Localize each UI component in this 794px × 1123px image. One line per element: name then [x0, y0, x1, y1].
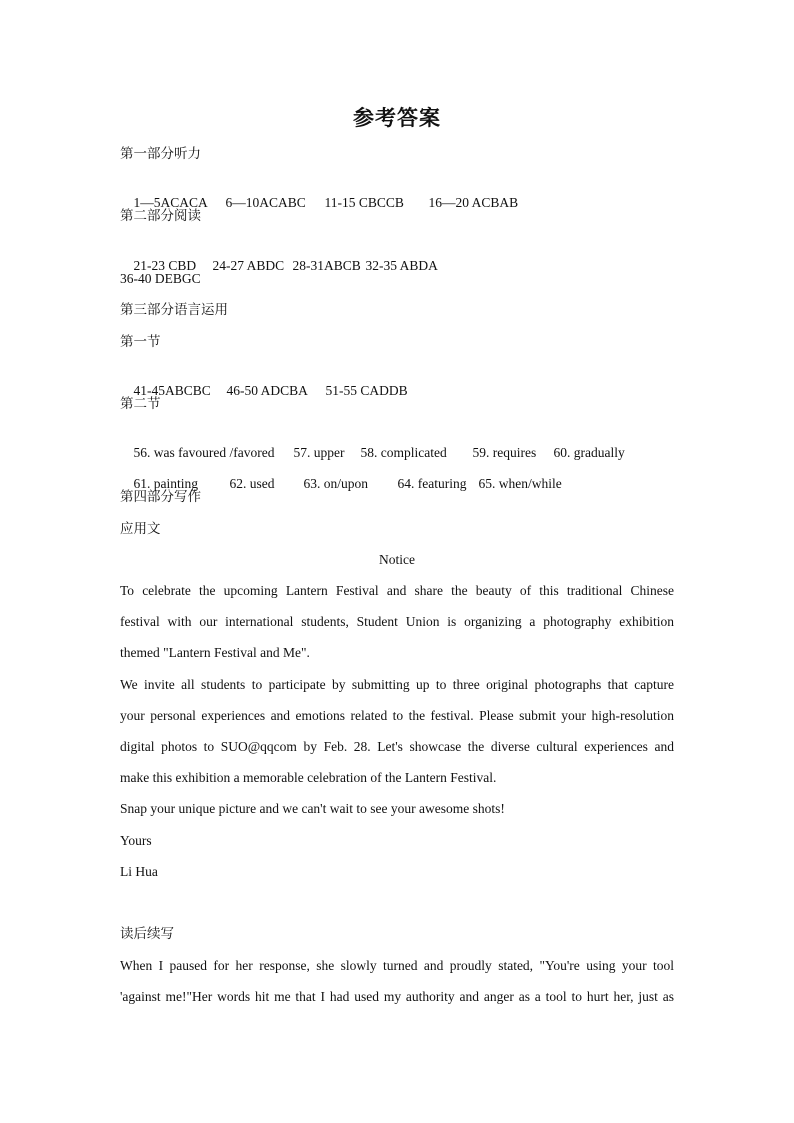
- answer-group: 32-35 ABDA: [365, 258, 438, 273]
- answer-group: 46-50 ADCBA: [226, 383, 308, 398]
- answer-item: 61. painting: [133, 476, 198, 491]
- answer-group: 6—10ACABC: [225, 195, 306, 210]
- answer-item: 62. used: [229, 476, 275, 491]
- answer-item: 57. upper: [293, 445, 345, 460]
- practical-writing-heading: 应用文: [120, 521, 161, 537]
- answer-group: 51-55 CADDB: [325, 383, 408, 398]
- part3-heading: 第三部分语言运用: [120, 302, 228, 318]
- notice-closing-line: Snap your unique picture and we can't wait to see your awesome shots!: [120, 801, 505, 816]
- part2-heading: 第二部分阅读: [120, 208, 201, 224]
- answer-item: 58. complicated: [360, 445, 447, 460]
- part3-section1-answers: [120, 364, 408, 418]
- part3-section1-heading: 第一节: [120, 334, 161, 350]
- notice-line: We invite all students to participate by submitting up to three original photographs that capture: [120, 677, 674, 692]
- page-title: 参考答案: [353, 106, 441, 130]
- notice-line: your personal experiences and emotions related to the festival. Please submit your high-resolution: [120, 708, 674, 723]
- notice-signature: Li Hua: [120, 864, 158, 879]
- notice-line: make this exhibition a memorable celebration of the Lantern Festival.: [120, 770, 497, 785]
- answer-item: 60. gradually: [553, 445, 625, 460]
- continuation-line: When I paused for her response, she slowly turned and proudly stated, "You're using your tool: [120, 958, 674, 973]
- notice-title: Notice: [379, 552, 415, 567]
- answer-group: 24-27 ABDC: [212, 258, 285, 273]
- continuation-line: 'against me!"Her words hit me that I had used my authority and anger as a tool to hurt her, just as: [120, 989, 674, 1004]
- continuation-writing-heading: 读后续写: [120, 926, 174, 942]
- answer-item: 64. featuring: [397, 476, 467, 491]
- notice-line: To celebrate the upcoming Lantern Festival and share the beauty of this traditional Chinese: [120, 583, 674, 598]
- answer-group: 21-23 CBD: [133, 258, 197, 273]
- part1-heading: 第一部分听力: [120, 146, 201, 162]
- notice-line: festival with our international students, Student Union is organizing a photography exhibition: [120, 614, 674, 629]
- answer-item: 65. when/while: [478, 476, 562, 491]
- answer-item: 59. requires: [472, 445, 537, 460]
- notice-signoff: Yours: [120, 833, 152, 848]
- answer-group: 1—5ACACA: [133, 195, 208, 210]
- part2-answers-b: 36-40 DEBGC: [120, 271, 201, 286]
- answer-group: 28-31ABCB: [292, 258, 361, 273]
- answer-group: 11-15 CBCCB: [324, 195, 404, 210]
- answer-group: 41-45ABCBC: [133, 383, 211, 398]
- notice-line: digital photos to SUO@qqcom by Feb. 28. Let's showcase the diverse cultural experiences and: [120, 739, 674, 754]
- answer-item: 63. on/upon: [303, 476, 369, 491]
- part3-section2-heading: 第二节: [120, 396, 161, 412]
- part4-heading: 第四部分写作: [120, 489, 201, 505]
- answer-group: 16—20 ACBAB: [428, 195, 519, 210]
- notice-line: themed "Lantern Festival and Me".: [120, 645, 310, 660]
- answer-item: 56. was favoured /favored: [133, 445, 275, 460]
